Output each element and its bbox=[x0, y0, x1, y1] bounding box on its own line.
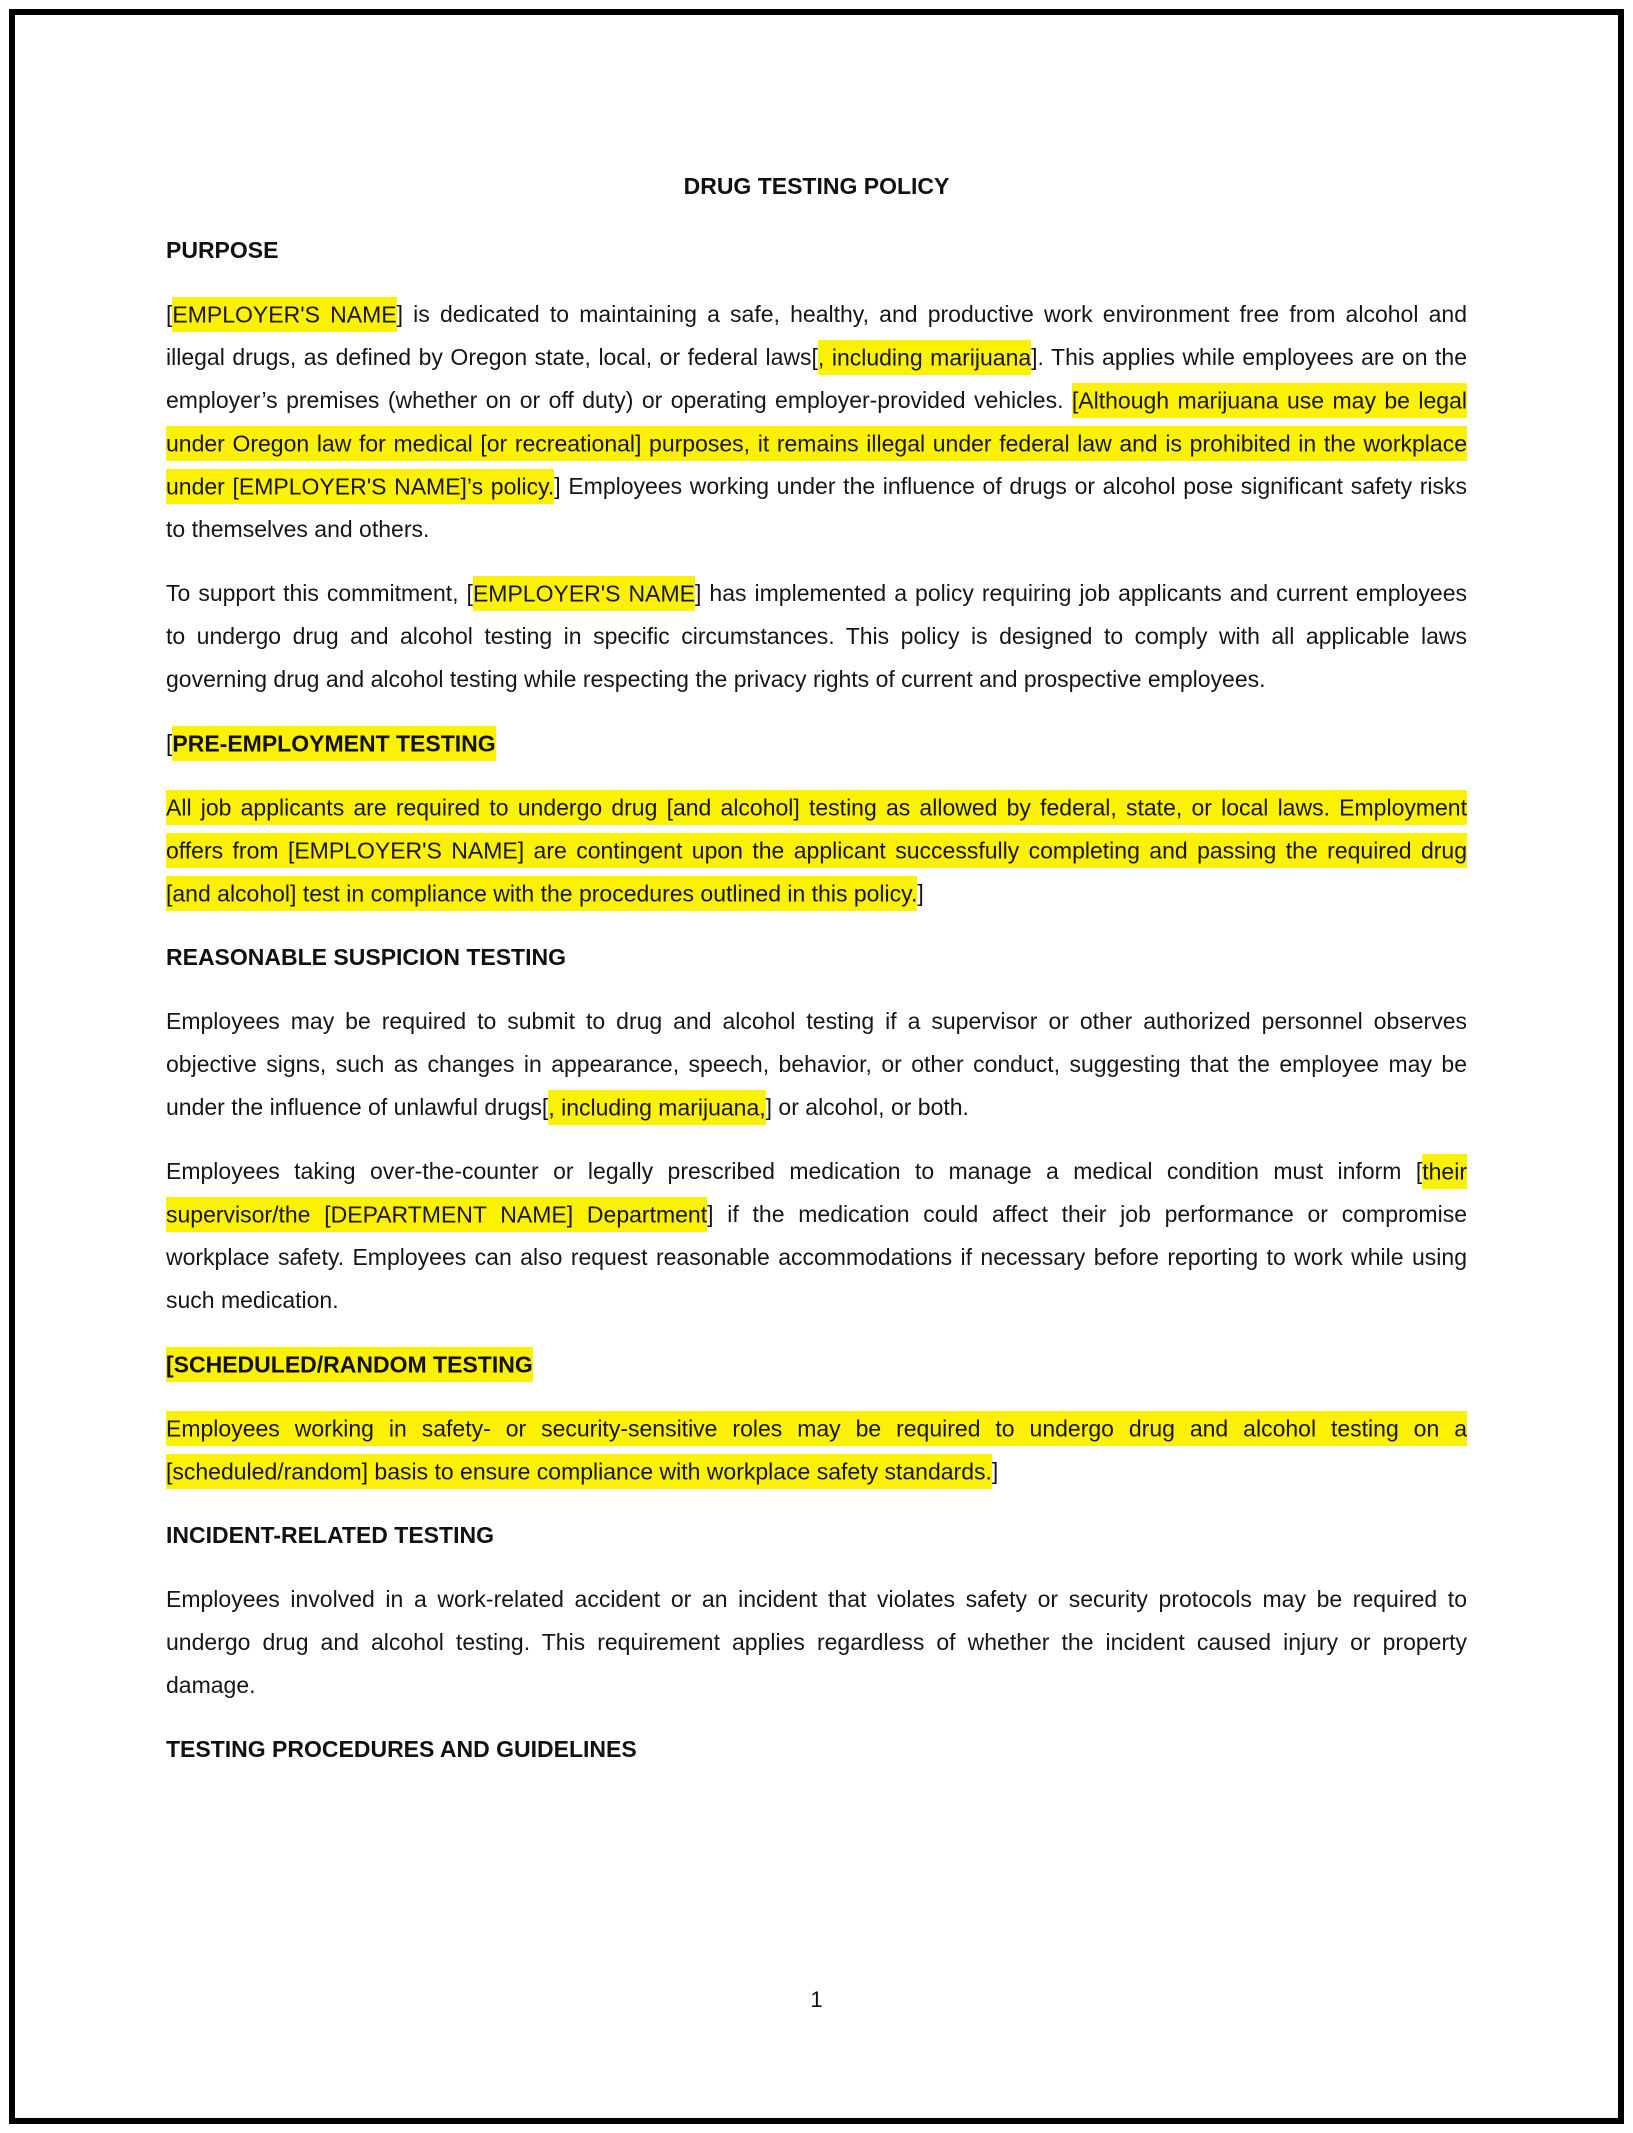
paragraph bbox=[166, 1407, 1467, 1493]
highlighted-text: EMPLOYER'S NAME bbox=[172, 297, 396, 332]
page-number: 1 bbox=[810, 1987, 823, 2012]
section-heading bbox=[166, 936, 1467, 979]
text-segment: Employees taking over-the-counter or legally prescribed medication to manage a medical condition must inform [ bbox=[166, 1158, 1423, 1184]
highlighted-text: Employees working in safety- or security-sensitive roles may be required to undergo drug and alcohol testing on a [scheduled/random] basis to ensure compliance with workplace safety standards. bbox=[166, 1411, 1467, 1489]
text-segment: [ bbox=[166, 301, 173, 327]
text-segment: REASONABLE SUSPICION TESTING bbox=[166, 944, 566, 970]
text-segment: Employees may be required to submit to drug and alcohol testing if a supervisor or other authorized personnel observes objective signs, such as changes in appearance, speech, behavior, or other conduct, suggesting that the employee may be under the influence of unlawful drugs[ bbox=[166, 1008, 1467, 1120]
highlighted-text: , including marijuana, bbox=[548, 1090, 765, 1125]
text-segment: ] is dedicated to maintaining a safe, healthy, and productive work environment free from alcohol and illegal drugs, as defined by Oregon state, local, or federal laws[ bbox=[166, 301, 1467, 370]
highlighted-text: All job applicants are required to undergo drug [and alcohol] testing as allowed by federal, state, or local laws. Employment offers from [EMPLOYER'S NAME] are contingent upon the applicant successfully completing and passing the required drug [and alcohol] test in compliance with the procedures outlined in this policy. bbox=[166, 790, 1467, 911]
text-segment: INCIDENT-RELATED TESTING bbox=[166, 1522, 494, 1548]
text-segment: [ bbox=[166, 730, 173, 756]
text-segment: ] bbox=[991, 1458, 999, 1484]
text-segment: To support this commitment, [ bbox=[166, 580, 473, 606]
document-title: DRUG TESTING POLICY bbox=[683, 173, 950, 199]
text-segment: ]. This applies while employees are on the employer’s premises (whether on or off duty) or operating employer-provided vehicles. bbox=[166, 344, 1467, 413]
highlighted-text: [SCHEDULED/RANDOM TESTING bbox=[166, 1347, 533, 1382]
text-segment: ] or alcohol, or both. bbox=[765, 1094, 969, 1120]
document-page bbox=[166, 165, 1467, 1792]
document-body bbox=[166, 229, 1467, 1771]
section-heading bbox=[166, 1728, 1467, 1771]
paragraph bbox=[166, 1000, 1467, 1129]
highlighted-text: , including marijuana bbox=[818, 340, 1031, 375]
highlighted-text: EMPLOYER'S NAME bbox=[473, 576, 695, 611]
text-segment: ] has implemented a policy requiring job applicants and current employees to undergo drug and alcohol testing in specific circumstances. This policy is designed to comply with all applicable laws governing drug and alcohol testing while respecting the privacy rights of current and prospective employees. bbox=[166, 580, 1467, 692]
section-heading bbox=[166, 1514, 1467, 1557]
highlighted-text: [Although marijuana use may be legal under Oregon law for medical [or recreational] purposes, it remains illegal under federal law and is prohibited in the workplace under [EMPLOYER'S NAME]’s policy. bbox=[166, 383, 1467, 504]
section-heading bbox=[166, 722, 1467, 765]
text-segment: PURPOSE bbox=[166, 237, 279, 263]
paragraph bbox=[166, 1150, 1467, 1322]
text-segment: ] bbox=[917, 880, 924, 906]
text-segment: TESTING PROCEDURES AND GUIDELINES bbox=[166, 1736, 637, 1762]
paragraph bbox=[166, 1578, 1467, 1707]
paragraph bbox=[166, 293, 1467, 551]
text-segment: Employees involved in a work-related accident or an incident that violates safety or security protocols may be required to undergo drug and alcohol testing. This requirement applies regardless of whether the incident caused injury or property damage. bbox=[166, 1586, 1467, 1698]
paragraph bbox=[166, 786, 1467, 915]
highlighted-text: their supervisor/the [DEPARTMENT NAME] Department bbox=[166, 1154, 1467, 1232]
section-heading bbox=[166, 1343, 1467, 1386]
section-heading bbox=[166, 229, 1467, 272]
text-segment: ] Employees working under the influence of drugs or alcohol pose significant safety risks to themselves and others. bbox=[166, 473, 1468, 542]
paragraph bbox=[166, 572, 1467, 701]
text-segment: ] if the medication could affect their job performance or compromise workplace safety. Employees can also request reasonable accommodations if necessary before reporting to work while using such medication. bbox=[166, 1201, 1467, 1313]
highlighted-text: PRE-EMPLOYMENT TESTING bbox=[172, 726, 495, 761]
